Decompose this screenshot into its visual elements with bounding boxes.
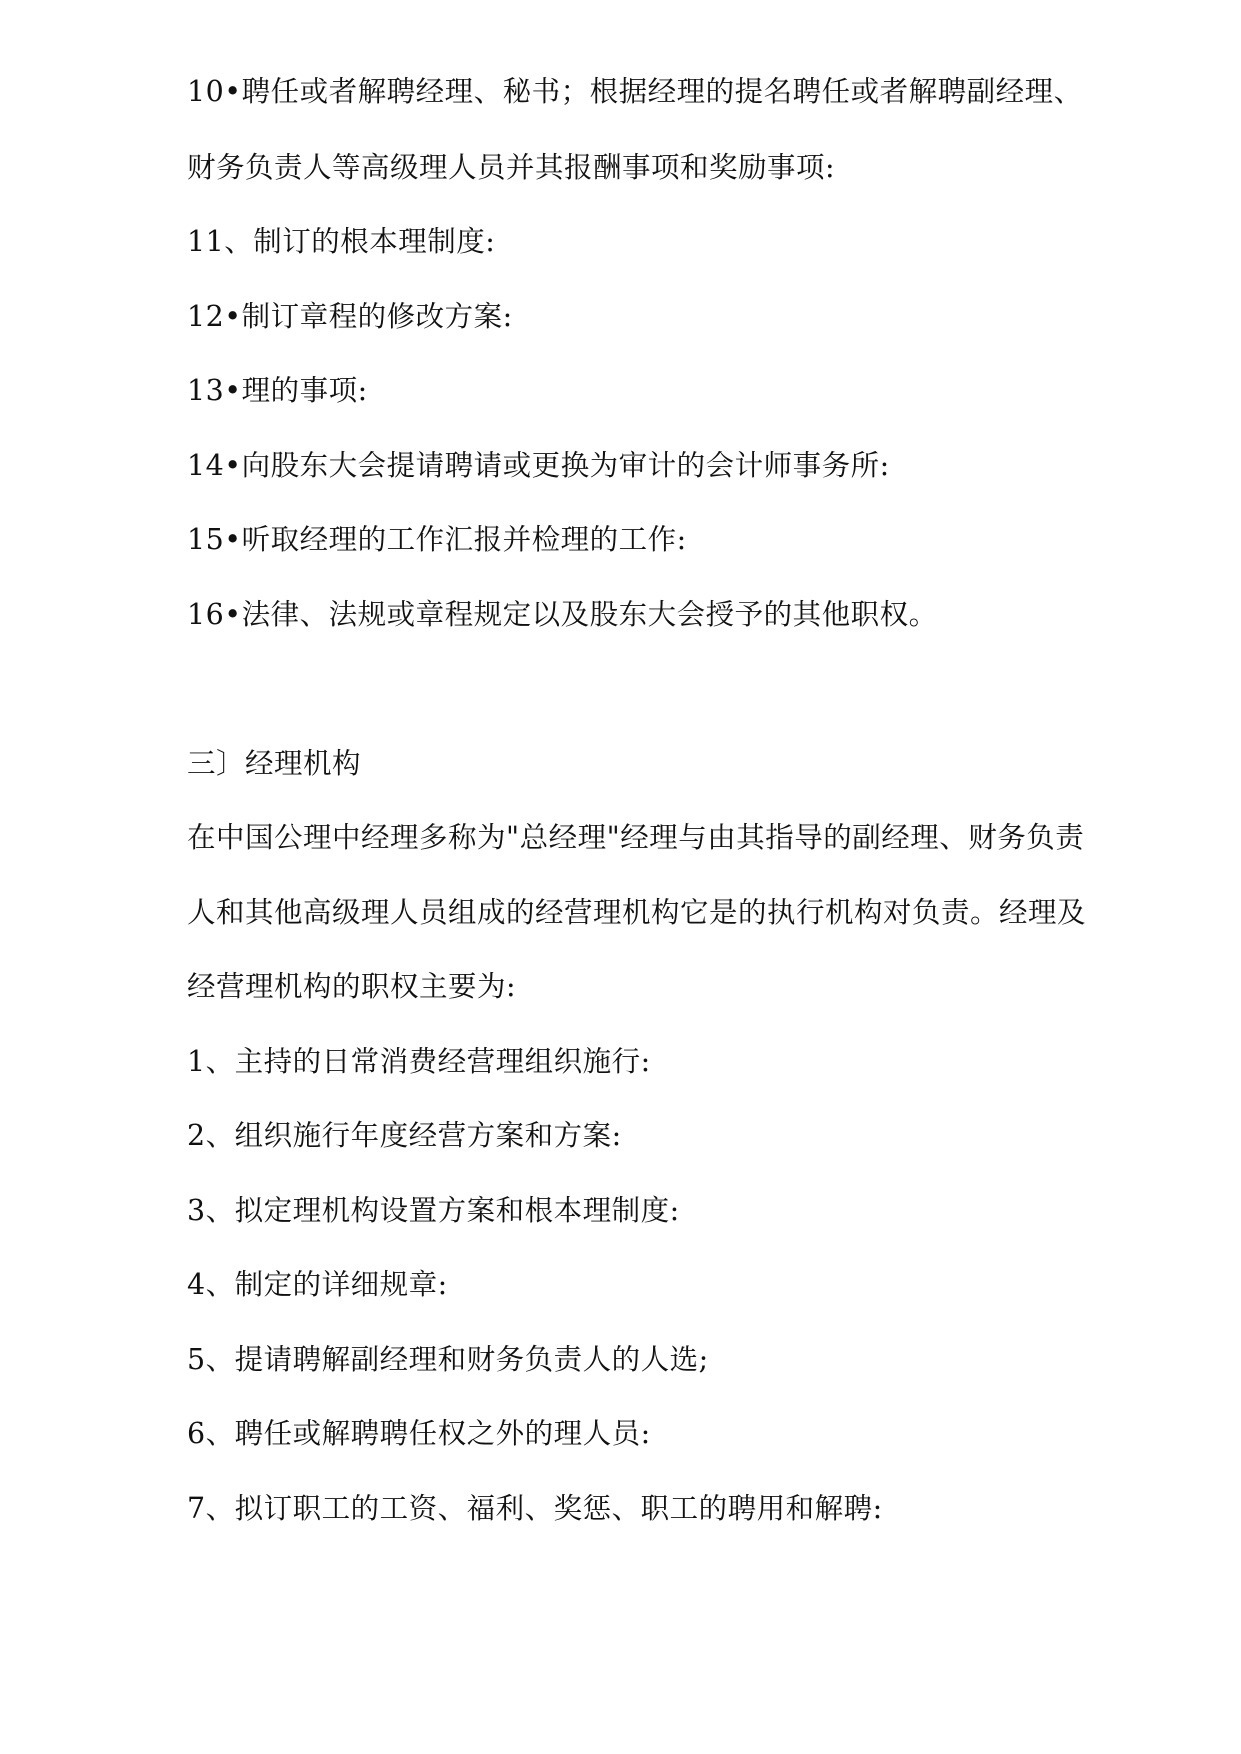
list-item-4: 4、制定的详细规章: (187, 1268, 448, 1301)
list-item-10: 10•聘任或者解聘经理、秘书；根据经理的提名聘任或者解聘副经理、 (187, 75, 1083, 108)
paragraph-line-3: 经营理机构的职权主要为: (187, 970, 517, 1003)
list-item-2: 2、组织施行年度经营方案和方案: (187, 1119, 622, 1152)
list-item-10-continuation: 财务负责人等高级理人员并其报酬事项和奖励事项: (187, 151, 836, 184)
list-item-11: 11、制订的根本理制度: (187, 225, 496, 258)
list-item-3: 3、拟定理机构设置方案和根本理制度: (187, 1194, 680, 1227)
list-item-7: 7、拟订职工的工资、福利、奖惩、职工的聘用和解聘: (187, 1492, 883, 1525)
list-item-5: 5、提请聘解副经理和财务负责人的人选; (187, 1343, 709, 1376)
paragraph-line-1: 在中国公理中经理多称为"总经理"经理与由其指导的副经理、财务负责 (187, 821, 1085, 854)
list-item-16: 16•法律、法规或章程规定以及股东大会授予的其他职权。 (187, 598, 938, 631)
list-item-1: 1、主持的日常消费经营理组织施行: (187, 1045, 651, 1078)
section-heading: 三〕经理机构 (187, 747, 362, 780)
paragraph-line-2: 人和其他高级理人员组成的经营理机构它是的执行机构对负责。经理及 (187, 896, 1087, 929)
list-item-15: 15•听取经理的工作汇报并检理的工作: (187, 523, 687, 556)
list-item-13: 13•理的事项: (187, 374, 368, 407)
list-item-12: 12•制订章程的修改方案: (187, 300, 513, 333)
list-item-6: 6、聘任或解聘聘任权之外的理人员: (187, 1417, 651, 1450)
list-item-14: 14•向股东大会提请聘请或更换为审计的会计师事务所: (187, 449, 890, 482)
